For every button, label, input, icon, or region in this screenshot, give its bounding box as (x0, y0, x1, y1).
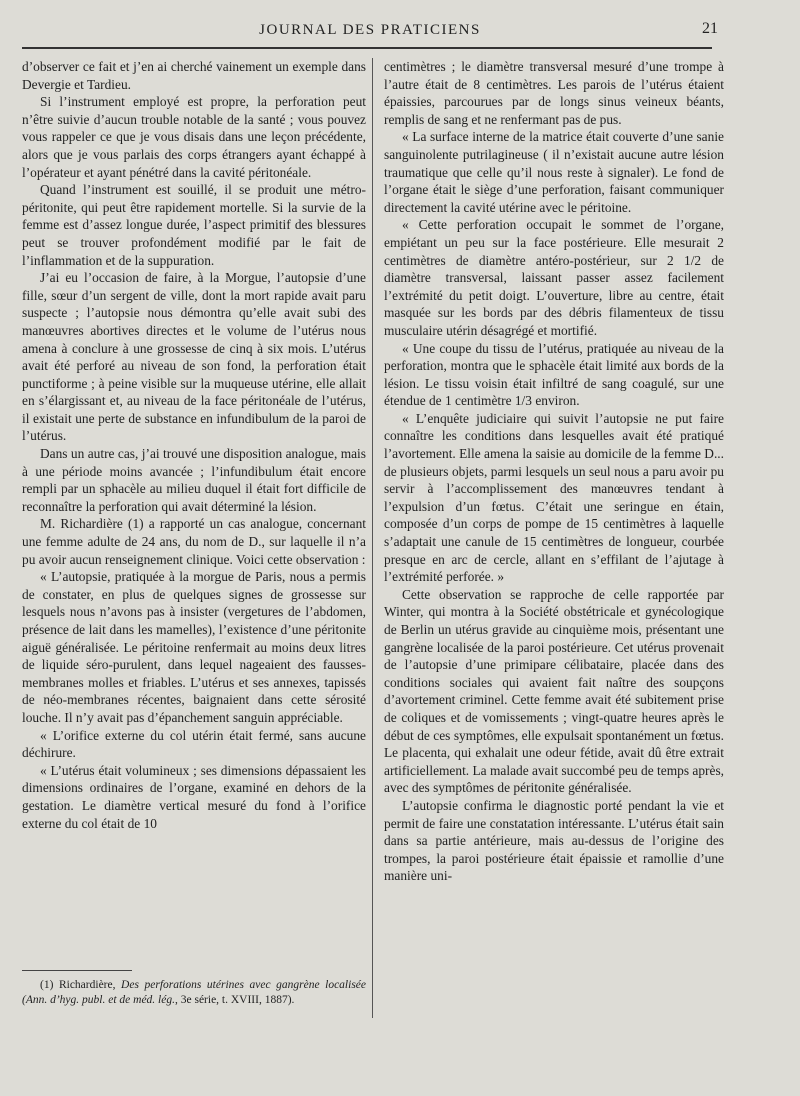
footnote-title: Des perforations utérines avec gangrène localisée (Ann. d’hyg. publ. et de méd. lég. (22, 979, 367, 1006)
paragraph: « L’utérus était volumineux ; ses dimensions dépassaient les dimensions ordinaires de l’organe, examiné en dehors de la gestation. Le diamètre vertical mesuré du fond à l’orifice externe du col était de 10 (22, 762, 366, 831)
footnote-text-end: , 3e série, t. XVIII, 1887). (174, 994, 295, 1006)
paragraph: Quand l’instrument est souillé, il se produit une métro-péritonite, qui peut être rapidement mortelle. Si la survie de la femme est d’assez longue durée, l’aspect primitif des blessures peut se trouver profondément modifié par le fait de l’inflammation et de la suppuration. (22, 182, 366, 268)
running-title: JOURNAL DES PRATICIENS (259, 22, 481, 38)
paragraph: « Une coupe du tissu de l’utérus, pratiquée au niveau de la perforation, montra que le sphacèle était limité aux bords de la lésion. Le tissu voisin était infiltré de sang coagulé, sur une étendue de 1 centimètre 1/3 environ. (384, 340, 724, 409)
page-number: 21 (702, 20, 718, 37)
paragraph: « L’enquête judiciaire qui suivit l’autopsie ne put faire connaître les conditions dans lesquelles avait été pratiqué l’avortement. Elle amena la saisie au domicile de la femme D... de plusieurs objets, parmi lesquels un seul nous a paru avoir pu servir à l’accomplissement des manœuvres tendant à l’expulsion d’un fœtus. C’était une seringue en étain, composée d’un corps de pompe de 15 centimètres à laquelle s’adaptait une canule de 15 centimètres de longueur, courbée presque en arc de cercle, allant en s’effilant de l’ajutage à l’extrémité perforée. » (384, 410, 724, 585)
left-column (22, 58, 366, 832)
paragraph: « La surface interne de la matrice était couverte d’une sanie sanguinolente putrilagineuse ( il n’existait aucune autre lésion traumatique que celle qu’il nous reste à signaler). Le fond de l’organe était le siège d’une perforation, faisant communiquer directement la cavité utérine avec le péritoine. (384, 129, 724, 215)
footnote-rule (22, 970, 132, 971)
paragraph: J’ai eu l’occasion de faire, à la Morgue, l’autopsie d’une fille, sœur d’un sergent de ville, dont la mort rapide avait paru suspecte ; l’autopsie nous démontra qu’elle avait subi des manœuvres abortives directes et le volume de l’utérus nous amena à conclure à une grossesse de cinq à six mois. L’utérus avait été perforé au niveau de son fond, la perforation était punctiforme ; à peine visible sur la muqueuse utérine, elle allait en s’élargissant et, au niveau de la face péritonéale de l’utérus, il existait une perte de substance en infundibulum de la paroi de l’utérus. (22, 270, 366, 444)
paragraph: « L’autopsie, pratiquée à la morgue de Paris, nous a permis de constater, en plus de quelques signes de grossesse sur lesquels nous n’avons pas à insister (vergetures de l’abdomen, présence de lait dans les mamelles), l’existence d’une péritonite aiguë généralisée. Le péritoine renfermait au moins deux litres de liquide séro-purulent, dans lequel nageaient des fausses-membranes molles et friables. L’utérus et ses annexes, tapissés de néo-membranes récentes, baignaient dans cette sérosité louche. Il n’y avait pas d’épanchement sanguin appréciable. (22, 569, 366, 725)
footnote (22, 978, 366, 1008)
paragraph: L’autopsie confirma le diagnostic porté pendant la vie et permit de faire une constatation intéressante. L’utérus était sain dans sa partie antérieure, mais au-dessus de l’origine des trompes, la paroi postérieure était épaissie et ramollie d’une manière uni- (384, 797, 724, 884)
paragraph: Si l’instrument employé est propre, la perforation peut n’être suivie d’aucun trouble notable de la santé ; vous pouvez vous rappeler ce que je vous disais dans une leçon précédente, alors que je vous parlais des corps étrangers ayant échappé à l’opérateur et ayant pénétré dans la cavité péritonéale. (22, 94, 366, 180)
paragraph: Cette observation se rapproche de celle rapportée par Winter, qui montra à la Société obstétricale et gynécologique de Berlin un utérus gravide au cinquième mois, présentant une gangrène localisée de la paroi postérieure. Cet utérus provenait de l’autopsie d’une primipare célibataire, placée dans des conditions sociales qui avaient fait naître des soupçons d’avortement criminel. Cette femme avait été subitement prise de coliques et de vomissements ; vingt-quatre heures après le début de ces symptômes, elle expulsait spontanément un fœtus. Le placenta, qui exhalait une odeur fétide, avait dû être extrait artificiellement. La malade avait succombé peu de temps après, avec des symptômes de péritonite généralisée. (384, 586, 724, 796)
paragraph: « L’orifice externe du col utérin était fermé, sans aucune déchirure. (22, 727, 366, 761)
paragraph: Dans un autre cas, j’ai trouvé une disposition analogue, mais à une période moins avancée ; l’infundibulum était encore rempli par un sphacèle au milieu duquel il était fort difficile de reconnaître la perforation qui avait déterminé la lésion. (22, 446, 366, 514)
paragraph: « Cette perforation occupait le sommet de l’organe, empiétant un peu sur la face postérieure. Elle mesurait 2 centimètres de diamètre antéro-postérieur, sur 2 1/2 de diamètre transversal, laissant passer assez facilement l’extrémité du petit doigt. L’ouverture, libre au centre, était masquée sur les bords par des débris filamenteux de tissu musculaire utérin désagrégé et mortifié. (384, 217, 724, 338)
column-divider (372, 58, 373, 1018)
paragraph: d’observer ce fait et j’en ai cherché vainement un exemple dans Devergie et Tardieu. (22, 59, 366, 92)
header-rule (22, 47, 712, 49)
right-column (384, 58, 724, 885)
page-header (22, 18, 718, 48)
footnote-text: (1) Richardière, (40, 979, 122, 991)
paragraph: M. Richardière (1) a rapporté un cas analogue, concernant une femme adulte de 24 ans, du nom de D., sur laquelle il n’a pu avoir aucun renseignement clinique. Voici cette observation : (22, 516, 366, 567)
paragraph: centimètres ; le diamètre transversal mesuré d’une trompe à l’autre était de 8 centimètres. Les parois de l’utérus étaient épaissies, parcourues par de longs sinus veineux béants, remplis de sang et ne renfermant pas de pus. (384, 59, 724, 127)
